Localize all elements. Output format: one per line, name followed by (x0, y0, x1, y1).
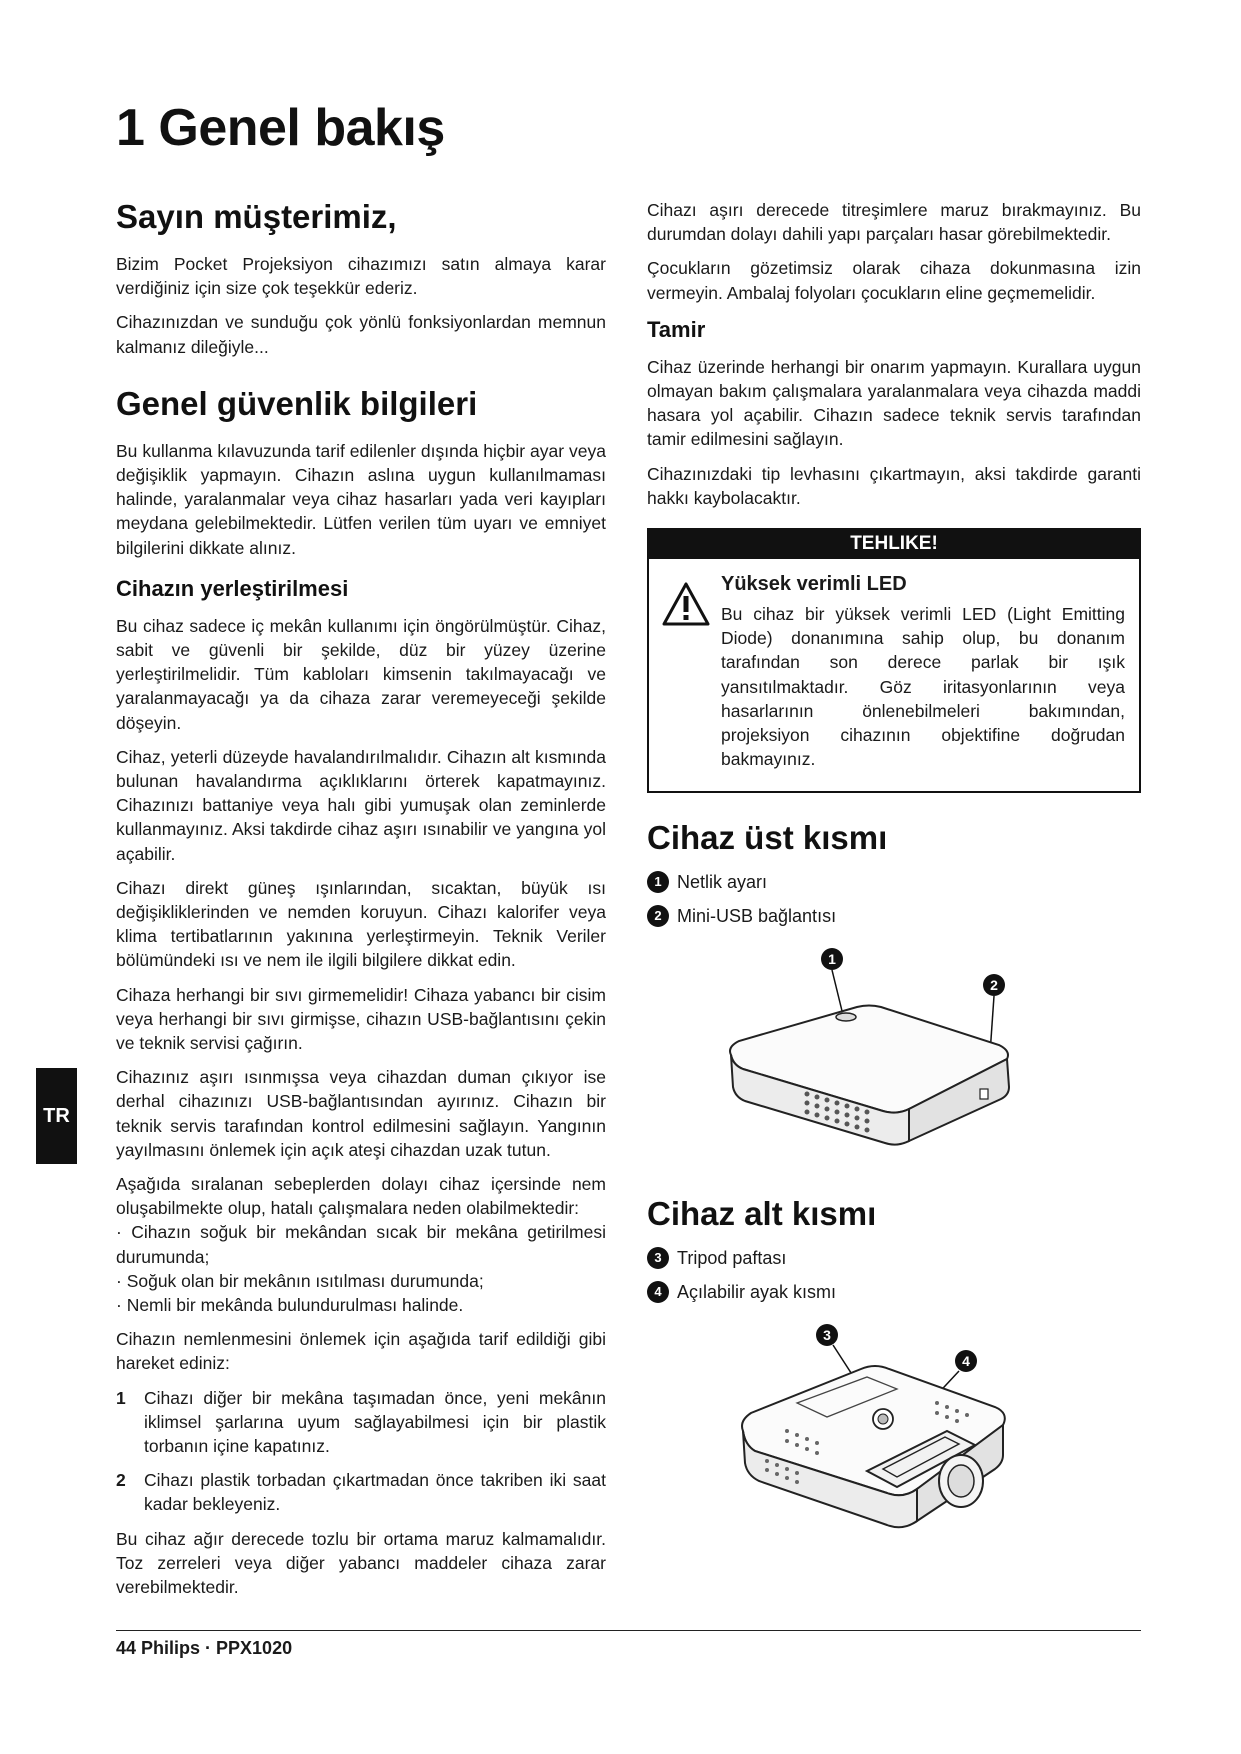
left-column (116, 198, 606, 1609)
step-number: 2 (116, 1470, 126, 1491)
safety-paragraph: Bu kullanma kılavuzunda tarif edilenler dışında hiçbir ayar veya değişiklik yapmayın. Cihazın aslına uygun kullanılmaması halinde, yaralanmalar veya cihaz hasarları yada veri kayıpları meydana gelebilmektedir. Lütfen verilen tüm uyarı ve emniyet bilgilerini dikkate alınız. (116, 440, 606, 558)
placement-paragraph-8: Bu cihaz ağır derecede tozlu bir ortama maruz kalmamalıdır. Toz zerreleri veya diğer yabancı maddeler cihaza zarar verebilmektedir. (116, 1528, 606, 1598)
step-item (116, 1468, 606, 1516)
bullet-item: · Cihazın soğuk bir mekândan sıcak bir mekâna getirilmesi durumunda; (116, 1222, 606, 1267)
device-top-figure (647, 937, 1141, 1177)
placement-paragraph-3: Cihazı direkt güneş ışınlarından, sıcaktan, büyük ısı değişikliklerinden ve nemden koruyun. Cihazı kalorifer veya klima tertibatlarının yakınına yerleştirmeyin. Teknik Veriler bölümündeki ısı ve nem ile ilgili bilgilere dikkat edin. (116, 877, 606, 971)
heading-safety: Genel güvenlik bilgileri (116, 384, 478, 422)
legend-item-foot (647, 1279, 1141, 1305)
placement-paragraph-5: Cihazınız aşırı ısınmışsa veya cihazdan duman çıkıyor ise derhal cihazınızı USB-bağlantısından ayırınız. Cihazın bir teknik servis tarafından kontrol edilmesini sağlayın. Yangının yayılmasını önlemek için açık ateşi cihazdan uzak tutun. (116, 1067, 606, 1160)
heading-placement: Cihazın yerleştirilmesi (116, 575, 349, 601)
projector-bottom-illustration (647, 1313, 1141, 1573)
heading-repair: Tamir (647, 316, 706, 342)
number-badge: 2 (647, 905, 669, 927)
placement-paragraph-6: Aşağıda sıralanan sebeplerden dolayı cihaz içersinde nem oluşabilmekte olup, hatalı çalışmalara neden olabilmektedir: (116, 1173, 606, 1219)
danger-title: Yüksek verimli LED (721, 573, 907, 596)
legend-item-tripod (647, 1245, 1141, 1271)
heading-device-bottom: Cihaz alt kısmı (647, 1195, 877, 1233)
bullet-item: · Nemli bir mekânda bulundurulması halinde. (116, 1294, 464, 1315)
device-bottom-figure (647, 1313, 1141, 1573)
legend-label: Netlik ayarı (677, 872, 768, 893)
intro-paragraph-1: Bizim Pocket Projeksiyon cihazımızı satın almaya karar verdiğiniz için size çok teşekkür ederiz. (116, 253, 606, 299)
number-badge: 4 (647, 1281, 669, 1303)
moisture-bullet-list (116, 1220, 606, 1317)
step-item (116, 1386, 606, 1459)
svg-text:4: 4 (962, 1353, 970, 1370)
footer-rule (116, 1630, 1141, 1631)
warning-triangle-icon (661, 581, 711, 627)
heading-device-top: Cihaz üst kısmı (647, 819, 888, 857)
children-paragraph: Çocukların gözetimsiz olarak cihaza dokunmasına izin vermeyin. Ambalaj folyoları çocukların eline geçmemelidir. (647, 258, 1141, 303)
page-title: 1 Genel bakış (116, 99, 445, 157)
placement-paragraph-7: Cihazın nemlenmesini önlemek için aşağıda tarif edildiği gibi hareket ediniz: (116, 1329, 606, 1374)
language-tab: TR (36, 1068, 77, 1164)
danger-text: Bu cihaz bir yüksek verimli LED (Light Emitting Diode) donanımına sahip olup, bu donanım tarafından son derece parlak bir ışık yansıtılmaktadır. Göz iritasyonlarının veya hasarlarının önlenebilmeleri bakımından, projeksiyon cihazının objektifine doğrudan bakmayınız. (721, 604, 1125, 770)
right-column (647, 198, 1141, 1573)
vibration-paragraph: Cihazı aşırı derecede titreşimlere maruz bırakmayınız. Bu durumdan dolayı dahili yapı parçaları hasar görebilmektedir. (647, 200, 1141, 245)
step-text: Cihazı diğer bir mekâna taşımadan önce, yeni mekânın iklimsel şarlarına uyum sağlayabilmesi için bir plastik torbanın içine kapatınız. (144, 1387, 606, 1456)
legend-item-usb (647, 903, 1141, 929)
number-badge: 3 (647, 1247, 669, 1269)
danger-box (647, 528, 1141, 793)
svg-text:2: 2 (990, 977, 998, 994)
projector-top-illustration (647, 937, 1141, 1177)
placement-paragraph-4: Cihaza herhangi bir sıvı girmemelidir! Cihaza yabancı bir cisim veya herhangi bir sıvı girmişse, cihazın USB-bağlantısını çekin ve teknik servisi çağırın. (116, 984, 606, 1053)
step-text: Cihazı plastik torbadan çıkartmadan önce takriben iki saat kadar bekleyeniz. (144, 1470, 606, 1515)
bullet-item: · Soğuk olan bir mekânın ısıtılması durumunda; (116, 1270, 484, 1291)
placement-paragraph-2: Cihaz, yeterli düzeyde havalandırılmalıdır. Cihazın alt kısmında bulunan havalandırma açıklıklarını örterek kapatmayınız. Cihazınızı battaniye veya halı gibi yumuşak olan zeminlerde kullanmayınız. Aksi takdirde cihaz aşırı ısınabilir ve yangına yol açabilir. (116, 746, 606, 864)
danger-body (649, 559, 1139, 791)
moisture-steps (116, 1386, 606, 1517)
step-number: 1 (116, 1387, 126, 1408)
svg-text:3: 3 (823, 1327, 831, 1344)
legend-item-focus (647, 869, 1141, 895)
placement-paragraph-1: Bu cihaz sadece iç mekân kullanımı için öngörülmüştür. Cihaz, sabit ve güvenli bir şekilde, düz bir yüzey üzerine yerleştirilmelidir. Tüm kabloları kimsenin takılmayacağı ve yaralanmayacağı ya da cihaza zarar veremeyeceği şekilde döşeyin. (116, 615, 606, 733)
number-badge: 1 (647, 871, 669, 893)
svg-text:1: 1 (828, 951, 836, 968)
legend-label: Tripod paftası (677, 1248, 787, 1269)
page-footer: 44 Philips · PPX1020 (116, 1638, 293, 1658)
danger-label: TEHLIKE! (649, 530, 1139, 559)
heading-customer: Sayın müşterimiz, (116, 198, 397, 235)
intro-paragraph-2: Cihazınızdan ve sunduğu çok yönlü fonksiyonlardan memnun kalmanız dileğiyle... (116, 312, 606, 357)
legend-label: Açılabilir ayak kısmı (677, 1282, 837, 1303)
legend-label: Mini-USB bağlantısı (677, 906, 837, 927)
repair-paragraph-2: Cihazınızdaki tip levhasını çıkartmayın, aksi takdirde garanti hakkı kaybolacaktır. (647, 463, 1141, 508)
repair-paragraph-1: Cihaz üzerinde herhangi bir onarım yapmayın. Kurallara uygun olmayan bakım çalışmalara yaralanmalara veya cihazda maddi hasara yol açabilir. Cihazın sadece teknik servis tarafından tamir edilmesini sağlayın. (647, 356, 1141, 450)
